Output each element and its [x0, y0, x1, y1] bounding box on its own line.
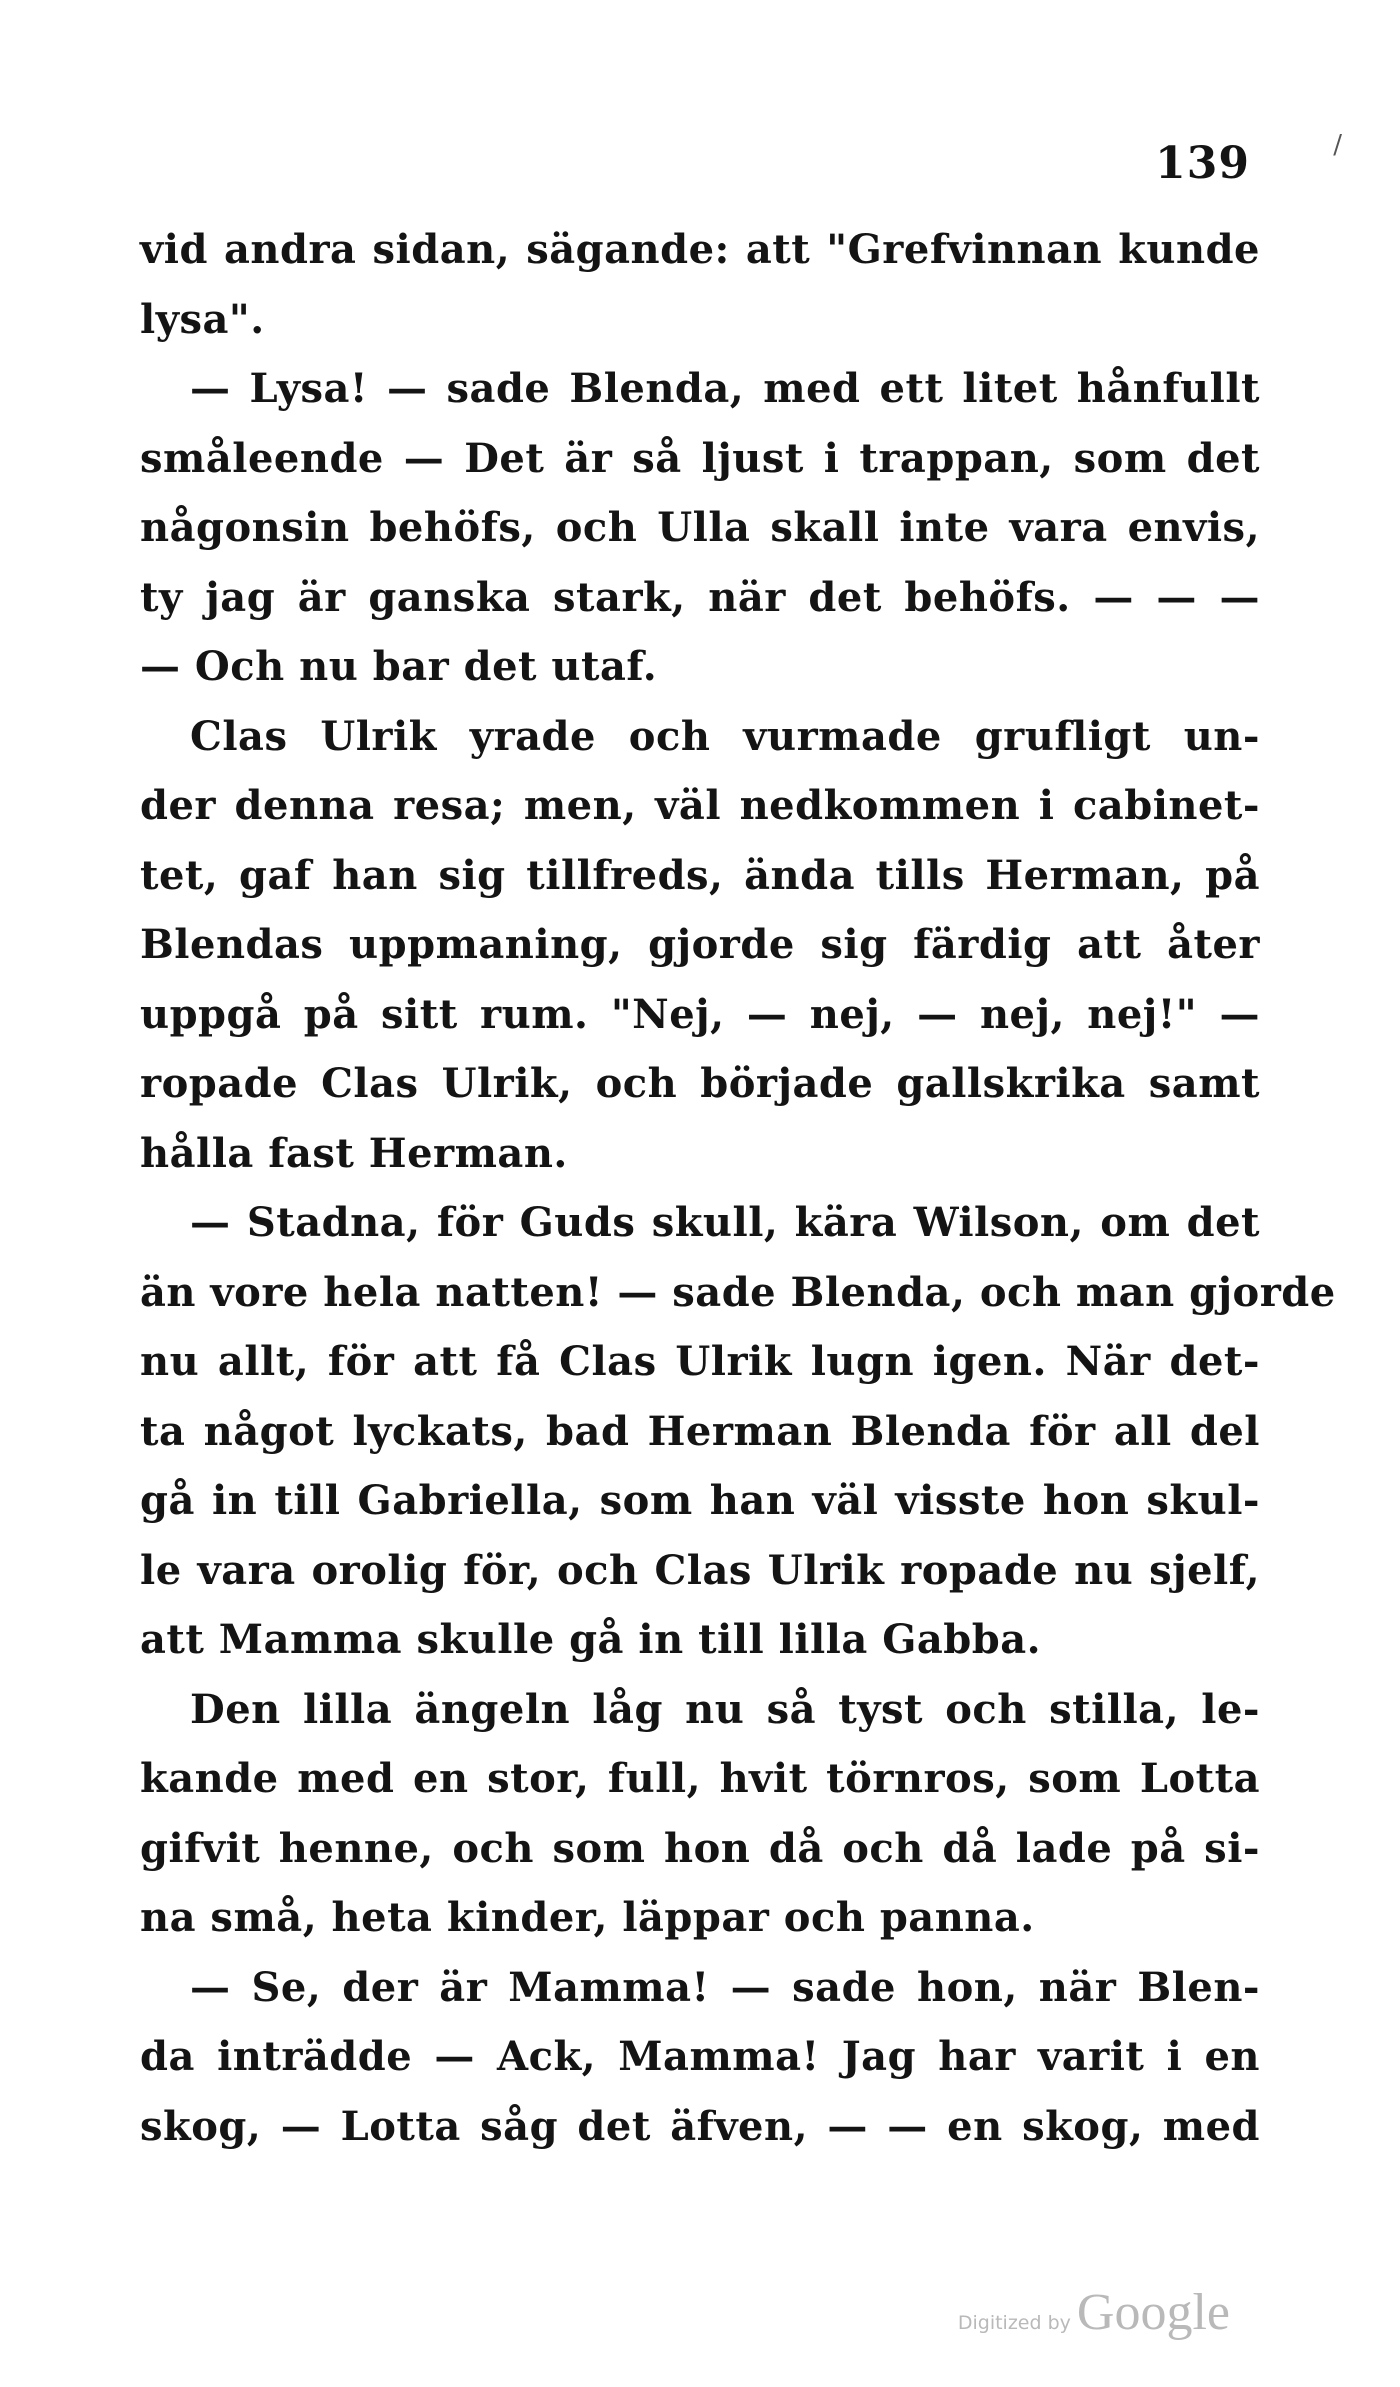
- text-line: der denna resa; men, väl nedkommen i cabinet-: [140, 782, 1260, 829]
- text-line: ta något lyckats, bad Herman Blenda för all del: [140, 1407, 1260, 1455]
- body-text: [140, 215, 1336, 2161]
- text-line: ropade Clas Ulrik, och började gallskrika samt: [140, 1060, 1260, 1107]
- text-line: kande med en stor, full, hvit törnros, som Lotta: [140, 1755, 1260, 1802]
- text-line: — Se, der är Mamma! — sade hon, när Blen-: [190, 1963, 1260, 2011]
- text-line: Blendas uppmaning, gjorde sig färdig att åter: [140, 921, 1260, 968]
- text-line: lysa".: [140, 295, 265, 343]
- text-line: Clas Ulrik yrade och vurmade grufligt un-: [190, 712, 1260, 760]
- text-line: att Mamma skulle gå in till lilla Gabba.: [140, 1616, 1042, 1663]
- text-line: tet, gaf han sig tillfreds, ända tills Herman, på: [140, 851, 1260, 899]
- text-line: än vore hela natten! — sade Blenda, och man gjorde: [140, 1268, 1336, 1316]
- page-number: 139: [1155, 138, 1250, 189]
- text-line: na små, heta kinder, läppar och panna.: [140, 1894, 1035, 1941]
- text-line: — Lysa! — sade Blenda, med ett litet hånfullt: [190, 365, 1260, 412]
- text-line: vid andra sidan, sägande: att "Grefvinnan kunde: [140, 226, 1260, 273]
- text-line: uppgå på sitt rum. "Nej, — nej, — nej, nej!" —: [140, 990, 1260, 1038]
- stray-mark: /: [1333, 130, 1342, 160]
- text-line: hålla fast Herman.: [140, 1129, 568, 1177]
- text-line: ty jag är ganska stark, när det behöfs. — — —: [140, 573, 1260, 621]
- text-line: nu allt, för att få Clas Ulrik lugn igen. När det-: [140, 1338, 1260, 1385]
- text-line: gå in till Gabriella, som han väl visste hon skul-: [140, 1477, 1260, 1524]
- text-line: skog, — Lotta såg det äfven, — — en skog, med: [140, 2102, 1260, 2150]
- google-logo: Google: [1076, 2284, 1230, 2341]
- digitized-by-google-watermark: [958, 2283, 1230, 2342]
- text-line: da inträdde — Ack, Mamma! Jag har varit i en: [140, 2033, 1260, 2080]
- text-line: Den lilla ängeln låg nu så tyst och stilla, le-: [190, 1685, 1260, 1733]
- text-line: le vara orolig för, och Clas Ulrik ropade nu sjelf,: [140, 1546, 1260, 1594]
- text-line: — Stadna, för Guds skull, kära Wilson, om det: [190, 1199, 1260, 1246]
- text-line: gifvit henne, och som hon då och då lade på si-: [140, 1824, 1260, 1872]
- watermark-prefix: Digitized by: [957, 2312, 1071, 2334]
- text-line: någonsin behöfs, och Ulla skall inte vara envis,: [140, 504, 1260, 551]
- text-line: — Och nu bar det utaf.: [140, 643, 658, 690]
- text-line: småleende — Det är så ljust i trappan, som det: [140, 434, 1260, 482]
